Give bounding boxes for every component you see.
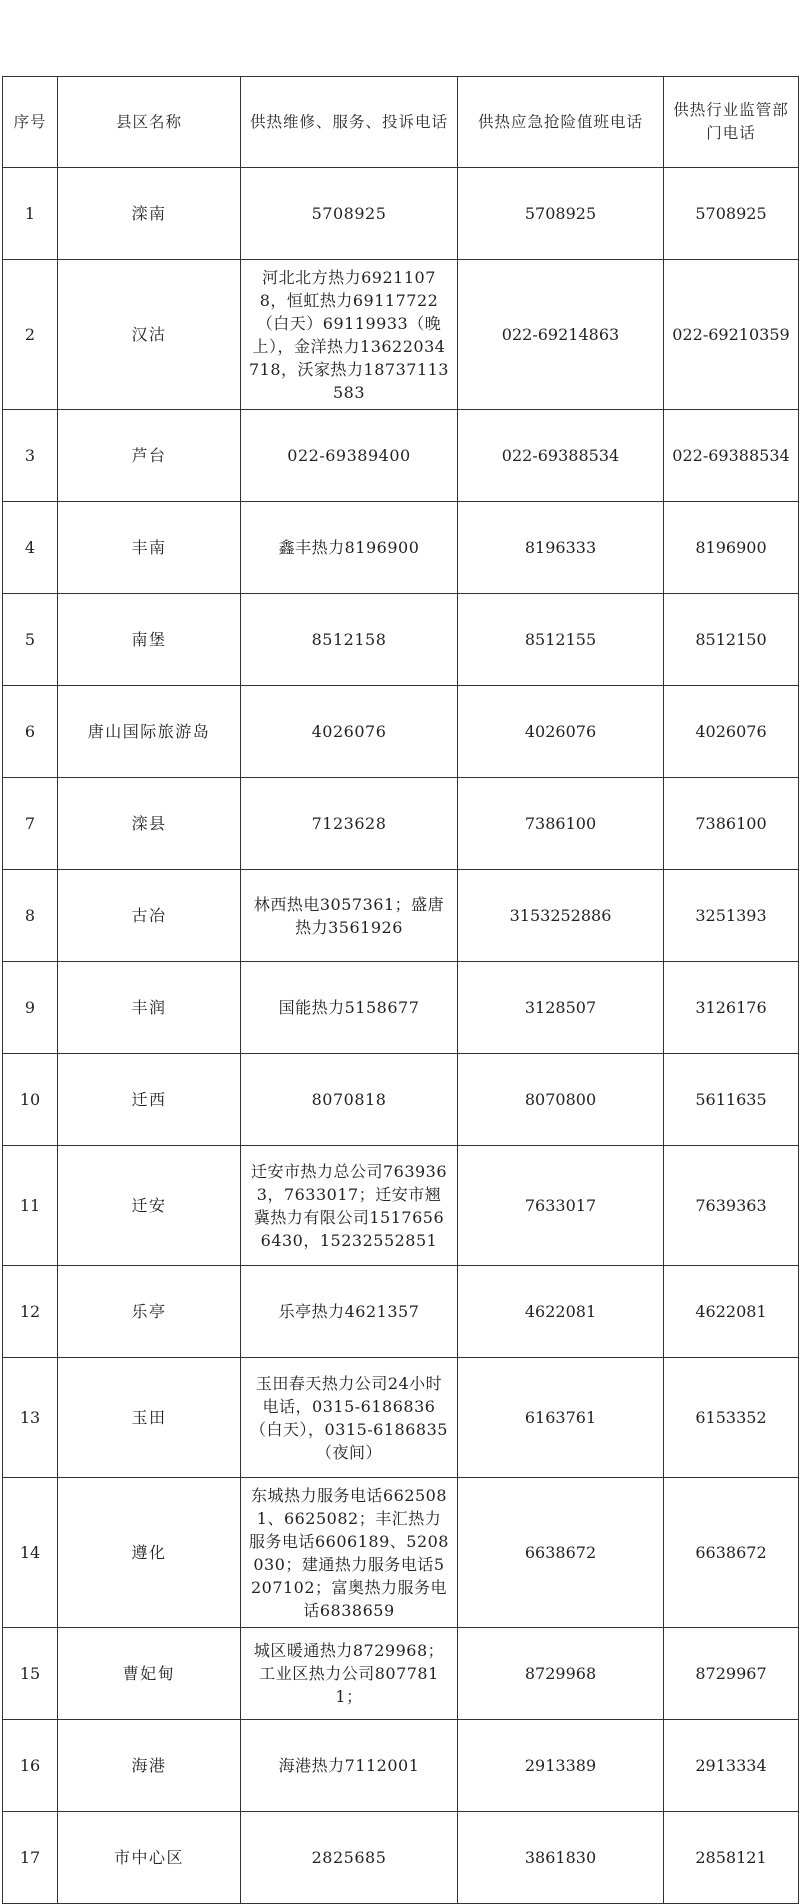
service-phone: 海港热力7112001 bbox=[241, 1720, 458, 1812]
heating-hotline-sheet bbox=[2, 76, 798, 1904]
service-phone: 5708925 bbox=[241, 168, 458, 260]
service-phone: 8070818 bbox=[241, 1054, 458, 1146]
table-row bbox=[3, 594, 799, 686]
regulator-phone: 5708925 bbox=[664, 168, 799, 260]
table-row bbox=[3, 260, 799, 410]
service-phone: 7123628 bbox=[241, 778, 458, 870]
emergency-phone: 3128507 bbox=[458, 962, 664, 1054]
header-cell-district: 县区名称 bbox=[58, 77, 241, 168]
header-cell-service-phone: 供热维修、服务、投诉电话 bbox=[241, 77, 458, 168]
emergency-phone: 3861830 bbox=[458, 1812, 664, 1904]
service-phone: 2825685 bbox=[241, 1812, 458, 1904]
table-row bbox=[3, 502, 799, 594]
header-cell-emergency-phone: 供热应急抢险值班电话 bbox=[458, 77, 664, 168]
regulator-phone: 7386100 bbox=[664, 778, 799, 870]
district-name: 滦南 bbox=[58, 168, 241, 260]
row-number: 3 bbox=[3, 410, 58, 502]
service-phone: 林西热电3057361；盛唐热力3561926 bbox=[241, 870, 458, 962]
regulator-phone: 4622081 bbox=[664, 1266, 799, 1358]
table-row bbox=[3, 1266, 799, 1358]
regulator-phone: 2913334 bbox=[664, 1720, 799, 1812]
regulator-phone: 6153352 bbox=[664, 1358, 799, 1478]
emergency-phone: 3153252886 bbox=[458, 870, 664, 962]
table-row bbox=[3, 1812, 799, 1904]
emergency-phone: 8729968 bbox=[458, 1628, 664, 1720]
emergency-phone: 5708925 bbox=[458, 168, 664, 260]
district-name: 市中心区 bbox=[58, 1812, 241, 1904]
table-row bbox=[3, 1628, 799, 1720]
regulator-phone: 3251393 bbox=[664, 870, 799, 962]
emergency-phone: 6163761 bbox=[458, 1358, 664, 1478]
emergency-phone: 022-69388534 bbox=[458, 410, 664, 502]
district-name: 唐山国际旅游岛 bbox=[58, 686, 241, 778]
district-name: 曹妃甸 bbox=[58, 1628, 241, 1720]
district-name: 迁安 bbox=[58, 1146, 241, 1266]
service-phone: 迁安市热力总公司7639363，7633017；迁安市翘冀热力有限公司15176566430，15232552851 bbox=[241, 1146, 458, 1266]
header-cell-regulator-phone: 供热行业监管部门电话 bbox=[664, 77, 799, 168]
service-phone: 4026076 bbox=[241, 686, 458, 778]
table-row bbox=[3, 410, 799, 502]
table-row bbox=[3, 1478, 799, 1628]
regulator-phone: 4026076 bbox=[664, 686, 799, 778]
row-number: 6 bbox=[3, 686, 58, 778]
service-phone: 8512158 bbox=[241, 594, 458, 686]
service-phone: 国能热力5158677 bbox=[241, 962, 458, 1054]
service-phone: 河北北方热力69211078，恒虹热力69117722（白天）69119933（晚上），金洋热力13622034718，沃家热力18737113583 bbox=[241, 260, 458, 410]
regulator-phone: 8729967 bbox=[664, 1628, 799, 1720]
row-number: 2 bbox=[3, 260, 58, 410]
service-phone: 玉田春天热力公司24小时电话，0315-6186836（白天），0315-6186835（夜间） bbox=[241, 1358, 458, 1478]
regulator-phone: 3126176 bbox=[664, 962, 799, 1054]
row-number: 4 bbox=[3, 502, 58, 594]
regulator-phone: 2858121 bbox=[664, 1812, 799, 1904]
row-number: 14 bbox=[3, 1478, 58, 1628]
district-name: 汉沽 bbox=[58, 260, 241, 410]
district-name: 玉田 bbox=[58, 1358, 241, 1478]
header-cell-no: 序号 bbox=[3, 77, 58, 168]
emergency-phone: 7633017 bbox=[458, 1146, 664, 1266]
district-name: 丰南 bbox=[58, 502, 241, 594]
emergency-phone: 4622081 bbox=[458, 1266, 664, 1358]
district-name: 芦台 bbox=[58, 410, 241, 502]
district-name: 遵化 bbox=[58, 1478, 241, 1628]
emergency-phone: 022-69214863 bbox=[458, 260, 664, 410]
emergency-phone: 7386100 bbox=[458, 778, 664, 870]
regulator-phone: 7639363 bbox=[664, 1146, 799, 1266]
district-name: 丰润 bbox=[58, 962, 241, 1054]
row-number: 13 bbox=[3, 1358, 58, 1478]
emergency-phone: 2913389 bbox=[458, 1720, 664, 1812]
regulator-phone: 8196900 bbox=[664, 502, 799, 594]
emergency-phone: 4026076 bbox=[458, 686, 664, 778]
service-phone: 城区暖通热力8729968；工业区热力公司8077811； bbox=[241, 1628, 458, 1720]
row-number: 1 bbox=[3, 168, 58, 260]
table-row bbox=[3, 962, 799, 1054]
row-number: 10 bbox=[3, 1054, 58, 1146]
row-number: 16 bbox=[3, 1720, 58, 1812]
emergency-phone: 8196333 bbox=[458, 502, 664, 594]
table-row bbox=[3, 168, 799, 260]
table-row bbox=[3, 870, 799, 962]
regulator-phone: 022-69388534 bbox=[664, 410, 799, 502]
table-row bbox=[3, 1358, 799, 1478]
table-row bbox=[3, 1146, 799, 1266]
district-name: 南堡 bbox=[58, 594, 241, 686]
row-number: 7 bbox=[3, 778, 58, 870]
emergency-phone: 6638672 bbox=[458, 1478, 664, 1628]
row-number: 8 bbox=[3, 870, 58, 962]
row-number: 12 bbox=[3, 1266, 58, 1358]
regulator-phone: 6638672 bbox=[664, 1478, 799, 1628]
emergency-phone: 8512155 bbox=[458, 594, 664, 686]
district-name: 乐亭 bbox=[58, 1266, 241, 1358]
row-number: 5 bbox=[3, 594, 58, 686]
service-phone: 乐亭热力4621357 bbox=[241, 1266, 458, 1358]
row-number: 15 bbox=[3, 1628, 58, 1720]
emergency-phone: 8070800 bbox=[458, 1054, 664, 1146]
row-number: 9 bbox=[3, 962, 58, 1054]
row-number: 17 bbox=[3, 1812, 58, 1904]
service-phone: 鑫丰热力8196900 bbox=[241, 502, 458, 594]
district-name: 古冶 bbox=[58, 870, 241, 962]
district-name: 滦县 bbox=[58, 778, 241, 870]
regulator-phone: 022-69210359 bbox=[664, 260, 799, 410]
table-row bbox=[3, 1054, 799, 1146]
district-name: 迁西 bbox=[58, 1054, 241, 1146]
service-phone: 022-69389400 bbox=[241, 410, 458, 502]
heating-hotline-table bbox=[2, 76, 799, 1904]
regulator-phone: 5611635 bbox=[664, 1054, 799, 1146]
service-phone: 东城热力服务电话6625081、6625082；丰汇热力服务电话6606189、5208030；建通热力服务电话5207102；富奥热力服务电话6838659 bbox=[241, 1478, 458, 1628]
district-name: 海港 bbox=[58, 1720, 241, 1812]
table-row bbox=[3, 778, 799, 870]
table-row bbox=[3, 1720, 799, 1812]
table-row bbox=[3, 686, 799, 778]
row-number: 11 bbox=[3, 1146, 58, 1266]
regulator-phone: 8512150 bbox=[664, 594, 799, 686]
header-row bbox=[3, 77, 799, 168]
